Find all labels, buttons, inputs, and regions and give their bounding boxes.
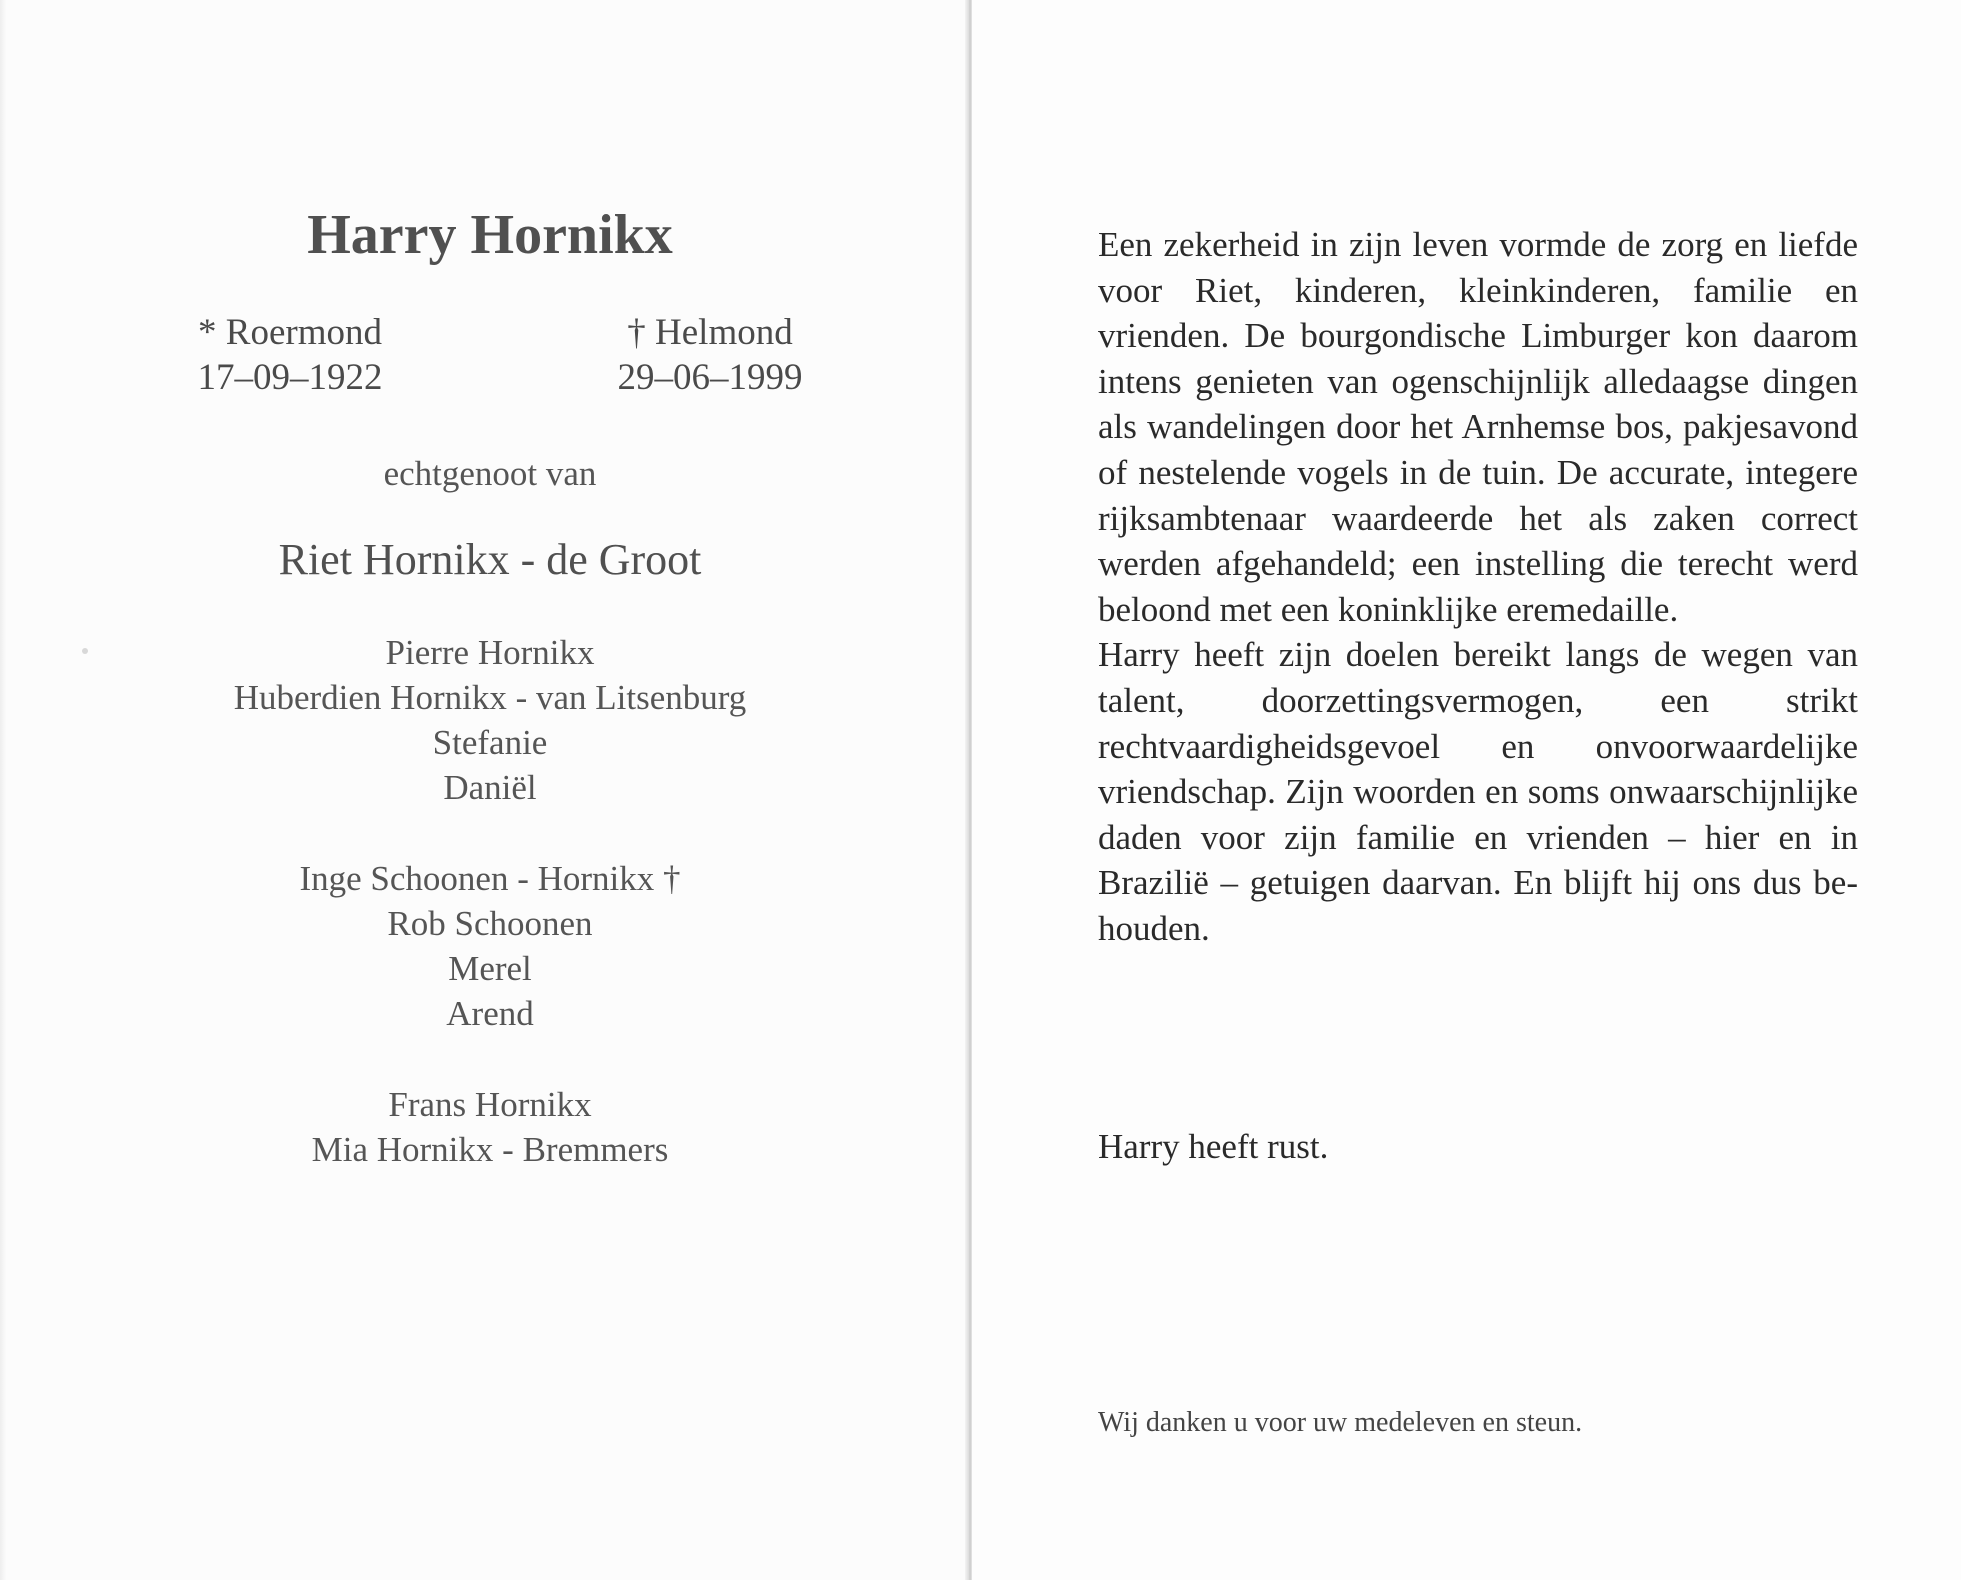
scan-edge bbox=[0, 0, 6, 1580]
death-date: 29–06–1999 bbox=[617, 357, 803, 398]
family-member: Mia Hornikx - Bremmers bbox=[311, 1130, 669, 1169]
family-member: Frans Hornikx bbox=[388, 1085, 592, 1124]
death-info bbox=[600, 310, 820, 400]
family-member: Pierre Hornikx bbox=[385, 633, 595, 672]
left-panel bbox=[0, 0, 970, 1580]
life-dates bbox=[180, 310, 820, 410]
family-member: Merel bbox=[448, 949, 532, 988]
birth-place: * Roermond bbox=[198, 312, 382, 353]
family-group-1 bbox=[150, 630, 830, 810]
spouse-intro: echtgenoot van bbox=[383, 454, 597, 493]
closing-line: Harry heeft rust. bbox=[1098, 1127, 1329, 1166]
family-group-3 bbox=[150, 1082, 830, 1172]
tribute-paragraph-1: Een zekerheid in zijn leven vormde de zorg en liefde voor Riet, kinderen, kleinkinderen, familie en vrienden. De bourgondische Limburger kon daarom intens genieten van ogenschijnlijk alledaagse dingen als wandelingen door het Arnhemse bos, pakjesavond of nestelende vogels in de tuin. De accurate, integere rijksambtenaar waardeerde het als zaken correct werden afgehandeld; een instelling die terecht werd beloond met een koninklijke eremedaille. bbox=[1098, 225, 1858, 629]
family-member: Daniël bbox=[443, 768, 537, 807]
paper-speck bbox=[82, 648, 88, 654]
family-member: Rob Schoonen bbox=[387, 904, 593, 943]
birth-info bbox=[180, 310, 400, 400]
death-place: † Helmond bbox=[627, 312, 793, 353]
family-member: Inge Schoonen - Hornikx † bbox=[299, 859, 681, 898]
tribute-paragraph-2: Harry heeft zijn doelen bereikt langs de wegen van talent, doorzettingsvermogen, een strikt rechtvaardigheidsgevoel en onvoorwaardelijke vriendschap. Zijn woorden en soms onwaarschijnlijke daden voor zijn familie en vrienden – hier en in Brazilië – getuigen daarvan. En blijft hij ons dus behouden. bbox=[1098, 635, 1858, 948]
family-group-2 bbox=[150, 856, 830, 1036]
birth-date: 17–09–1922 bbox=[197, 357, 383, 398]
tribute-text bbox=[1098, 222, 1858, 952]
family-member: Stefanie bbox=[432, 723, 548, 762]
thanks-line: Wij danken u voor uw medeleven en steun. bbox=[1098, 1407, 1583, 1438]
spouse-name: Riet Hornikx - de Groot bbox=[278, 535, 702, 584]
family-member: Arend bbox=[446, 994, 534, 1033]
deceased-name: Harry Hornikx bbox=[307, 204, 673, 266]
family-member: Huberdien Hornikx - van Litsenburg bbox=[233, 678, 747, 717]
